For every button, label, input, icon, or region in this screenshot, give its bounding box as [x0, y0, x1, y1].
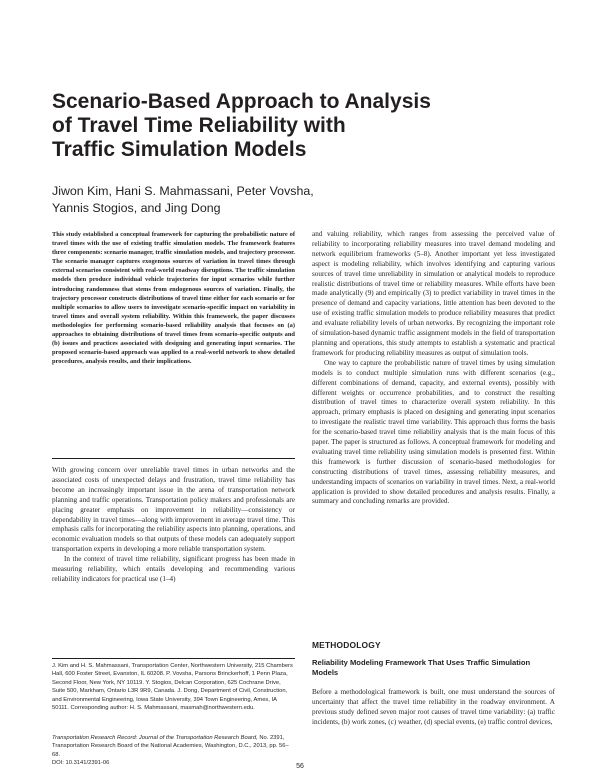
body-paragraph: One way to capture the probabilistic nature of travel times by using simulation models is to conduct multiple simulation runs with different scenarios (e.g., different combinations of demand, capacity, and external events), possibly with different weights or occurrence probabilities, and to construct the resulting distribution of travel times to characterize overall system reliability. In this approach, primary emphasis is placed on designing and generating input scenarios to investigate the realistic travel time variability. This approach thus forms the basis for the scenario-based travel time reliability analysis that is the main focus of this paper. The paper is structured as follows. A conceptual framework for modeling and evaluating travel time reliability using simulation models is presented first. Within this framework is further discussion of scenario-based methodologies for constructing distributions of travel times, assessing reliability measures, and understanding impacts of scenarios on variability in travel times. Next, a real-world application is provided to show detailed procedures and analysis results. Finally, a summary and concluding remarks are provided.: [312, 358, 555, 506]
author-list: [52, 183, 522, 217]
left-column-body: [52, 466, 295, 585]
body-paragraph: With growing concern over unreliable travel times in urban networks and the associated costs of unexpected delays and frustration, travel time reliability has become an increasingly important issue in the arena of transportation network planning and traffic operations. Transportation policy makers and professionals are placing greater emphasis on improvement in reliability—consistency or dependability in travel times—along with improvement in average travel time. This emphasis calls for incorporating the reliability aspects into planning, operations, and economic evaluation models so that outputs of these models can adequately support transportation experts in developing a more reliable transportation system.: [52, 466, 295, 554]
citation-doi: DOI: 10.3141/2391-06: [52, 760, 110, 767]
abstract: This study established a conceptual framework for capturing the probabilistic nature of travel times with the use of existing traffic simulation models. The framework features three components: scenario manager, traffic simulation models, and trajectory processor. The scenario manager captures exogenous sources of variation in travel times through external scenarios consistent with real-world roadway disruptions. The traffic simulation models then produce individual vehicle trajectories for input scenarios while further introducing randomness that stems from endogenous sources of variation. Finally, the trajectory processor constructs distributions of travel time either for each scenario or for multiple scenarios to allow users to investigate scenario-specific impact on variability in travel times and overall system reliability. Within this framework, the paper discusses methodologies for performing scenario-based reliability analysis that focuses on (a) approaches to obtaining distributions of travel times from scenario-specific outputs and (b) issues and practices associated with designing and generating input scenarios. The proposed scenario-based approach was applied to a real-world network to show detailed procedures, analysis results, and their implications.: [52, 231, 295, 366]
article-title: [52, 90, 522, 162]
citation-details: No. 2391, Transportation Research Board of the National Academies, Washington, D.C., 2013, pp. 56–68.: [52, 735, 289, 758]
title-line: Traffic Simulation Models: [52, 138, 307, 161]
footnote-divider: [52, 658, 295, 659]
methodology-body: [312, 688, 555, 728]
body-paragraph: Before a methodological framework is built, one must understand the sources of uncertainty that affect the travel time reliability in the roadway environment. A previous study defined seven major root causes of travel time variability: (a) traffic incidents, (b) work zones, (c) weather, (d) special events, (e) traffic control devices,: [312, 688, 555, 726]
subsection-heading: Reliability Modeling Framework That Uses Traffic Simulation Models: [312, 658, 531, 677]
author-line: Yannis Stogios, and Jing Dong: [52, 201, 221, 215]
body-paragraph: In the context of travel time reliability, significant progress has been made in measuring reliability, which entails developing and recommending various reliability indicators for practical use (1–4): [52, 555, 295, 583]
abstract-divider: [52, 458, 295, 459]
title-line: Scenario-Based Approach to Analysis: [52, 90, 431, 113]
section-heading: METHODOLOGY: [312, 640, 381, 650]
citation-journal: Transportation Research Record: Journal of the Transportation Research Board,: [52, 735, 258, 741]
title-line: of Travel Time Reliability with: [52, 114, 346, 137]
body-paragraph: and valuing reliability, which ranges from assessing the perceived value of reliability to incorporating reliability measures into travel demand modeling and network equilibrium frameworks (5–8). Another important yet less investigated aspect is modeling reliability, which involves identifying and capturing various sources of travel time unreliability in simulation or analytical models to reproduce realistic distributions of travel time or reliability measures. While efforts have been made analytically (9) and empirically (3) to predict variability in travel times in the presence of demand and capacity variations, little attention has been devoted to the use of existing traffic simulation models to produce reliability measures that predict and evaluate reliability levels of urban networks. By recognizing the important role of simulation-based dynamic traffic assignment models in the field of transportation planning and operations, this study attempts to establish a systematic and practical framework for producing reliability measures as output of simulation tools.: [312, 230, 555, 357]
author-line: Jiwon Kim, Hani S. Mahmassani, Peter Vovsha,: [52, 184, 314, 198]
page-number: 56: [296, 763, 304, 770]
right-column-body: [312, 230, 555, 507]
author-affiliations: J. Kim and H. S. Mahmassani, Transportation Center, Northwestern University, 215 Chambers Hall, 600 Foster Street, Evanston, IL 60208. P. Vovsha, Parsons Brinckerhoff, 1 Penn Plaza, Second Floor, New York, NY 10119. Y. Stogios, Delcan Corporation, 625 Cochrane Drive, Suite 500, Markham, Ontario L3R 9R9, Canada. J. Dong, Department of Civil, Construction, and Environmental Engineering, Iowa State University, 394 Town Engineering, Ames, IA 50111. Corresponding author: H. S. Mahmassani, masmah@northwestern.edu.: [52, 663, 293, 712]
